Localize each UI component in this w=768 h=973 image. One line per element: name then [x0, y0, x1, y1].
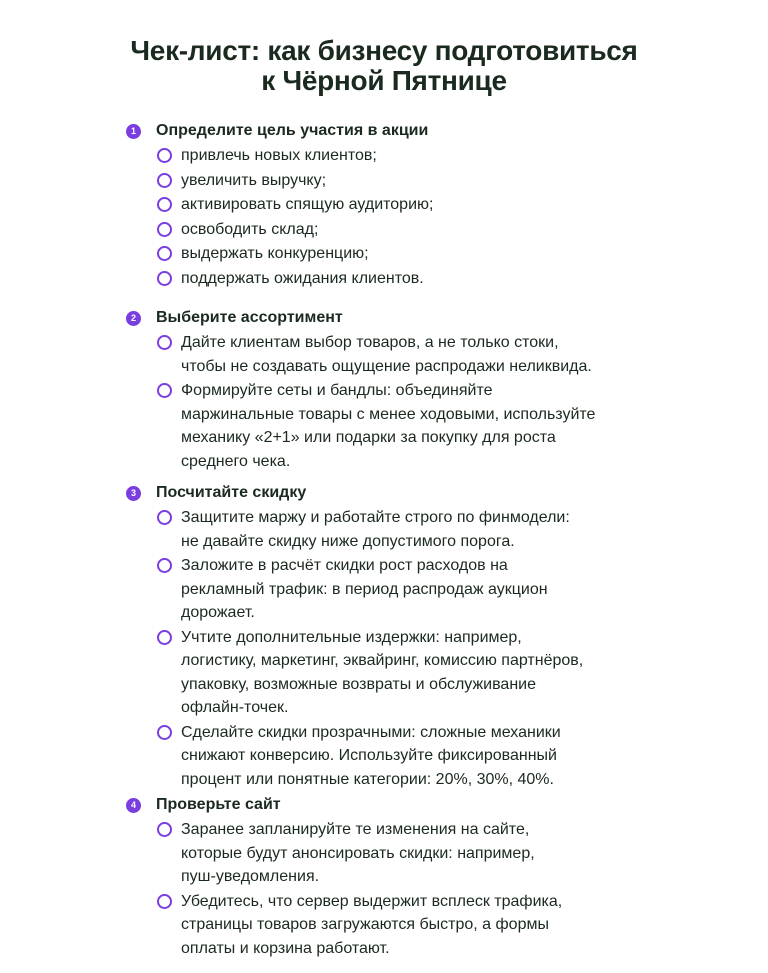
checklist-item-text: упаковку, возможные возвраты и обслуживание — [181, 675, 536, 693]
checkbox-circle-icon[interactable] — [157, 510, 172, 525]
section-number-badge: 2 — [126, 311, 141, 326]
checklist-item-text: увеличить выручку; — [181, 171, 327, 189]
checklist-item — [126, 331, 686, 378]
checklist-item-text: Сделайте скидки прозрачными: сложные механики — [181, 723, 561, 741]
checklist-item-text: Убедитесь, что сервер выдержит всплеск трафика, — [181, 892, 563, 910]
checklist-item-text: Защитите маржу и работайте строго по финмодели: — [181, 509, 570, 526]
checklist-item-text: процент или понятные категории: 20%, 30%, 40%. — [181, 770, 554, 788]
checklist-item — [126, 144, 686, 168]
checklist-items — [126, 506, 686, 791]
checklist-items — [126, 144, 686, 290]
checkbox-circle-icon[interactable] — [157, 335, 172, 350]
checklist-section-3 — [126, 481, 686, 791]
section-title: Проверьте сайт — [156, 796, 281, 813]
checklist-item-text: освободить склад; — [181, 220, 319, 238]
checklist-item — [126, 267, 686, 291]
checklist-item — [126, 218, 686, 242]
checklist-item-text: механику «2+1» или подарки за покупку для роста — [181, 429, 556, 446]
checklist-item-text: которые будут анонсировать скидки: например, — [181, 844, 535, 862]
checklist-item — [126, 193, 686, 217]
checklist-section-4 — [126, 793, 686, 960]
checklist-item — [126, 242, 686, 266]
checklist-item-text: Формируйте сеты и бандлы: объединяйте — [181, 382, 493, 399]
checkbox-circle-icon[interactable] — [157, 725, 172, 740]
checklist-item-text: маржинальные товары с менее ходовыми, используйте — [181, 405, 596, 423]
checkbox-circle-icon[interactable] — [157, 383, 172, 398]
checklist-item-text: офлайн-точек. — [181, 699, 289, 716]
checkbox-circle-icon[interactable] — [157, 173, 172, 188]
checklist-item-text: пуш-уведомления. — [181, 868, 320, 885]
checklist-section-2 — [126, 306, 686, 473]
checklist-item-text: чтобы не создавать ощущение распродажи неликвида. — [181, 357, 592, 375]
checklist-item-text: страницы товаров загружаются быстро, а формы — [181, 916, 549, 933]
checklist-items — [126, 331, 686, 473]
checklist-item-text: снижают конверсию. Используйте фиксированный — [181, 747, 557, 764]
checklist-item — [126, 506, 686, 553]
checklist-item-text: логистику, маркетинг, эквайринг, комиссию партнёров, — [181, 652, 584, 669]
checklist-item — [126, 721, 686, 792]
checklist-item-text: не давайте скидку ниже допустимого порога. — [181, 532, 515, 550]
checklist-item — [126, 890, 686, 961]
checklist-item-text: выдержать конкуренцию; — [181, 245, 369, 262]
checklist-items — [126, 818, 686, 960]
checklist-item-text: дорожает. — [181, 604, 255, 621]
checkbox-circle-icon[interactable] — [157, 630, 172, 645]
section-number-badge: 1 — [126, 124, 141, 139]
checklist-item — [126, 554, 686, 625]
checklist-item — [126, 169, 686, 193]
checkbox-circle-icon[interactable] — [157, 246, 172, 261]
checkbox-circle-icon[interactable] — [157, 558, 172, 573]
section-title: Определите цель участия в акции — [156, 122, 429, 139]
page-title — [0, 36, 768, 96]
checklist-item-text: Заложите в расчёт скидки рост расходов на — [181, 557, 508, 574]
section-title: Посчитайте скидку — [156, 484, 307, 501]
checklist-item-text: Заранее запланируйте те изменения на сайте, — [181, 821, 530, 838]
checkbox-circle-icon[interactable] — [157, 271, 172, 286]
section-title: Выберите ассортимент — [156, 309, 343, 326]
checkbox-circle-icon[interactable] — [157, 894, 172, 909]
checklist-item-text: оплаты и корзина работают. — [181, 939, 390, 957]
checklist-item-text: привлечь новых клиентов; — [181, 147, 377, 164]
section-header — [126, 793, 686, 817]
section-header — [126, 306, 686, 330]
checklist-item-text: среднего чека. — [181, 452, 291, 470]
page-title-line-2: к Чёрной Пятнице — [261, 65, 507, 96]
section-header — [126, 481, 686, 505]
page-title-line-1: Чек-лист: как бизнесу подготовиться — [130, 35, 638, 66]
checkbox-circle-icon[interactable] — [157, 148, 172, 163]
checklist-item — [126, 379, 686, 473]
checkbox-circle-icon[interactable] — [157, 222, 172, 237]
checkbox-circle-icon[interactable] — [157, 197, 172, 212]
checklist-item-text: Учтите дополнительные издержки: например, — [181, 628, 522, 646]
checklist-item-text: Дайте клиентам выбор товаров, а не только стоки, — [181, 334, 559, 351]
checklist-item-text: поддержать ожидания клиентов. — [181, 269, 424, 287]
checklist-section-1 — [126, 119, 686, 290]
checkbox-circle-icon[interactable] — [157, 822, 172, 837]
checklist-item — [126, 626, 686, 720]
checklist-item-text: рекламный трафик: в период распродаж аукцион — [181, 580, 548, 598]
section-header — [126, 119, 686, 143]
section-number-badge: 4 — [126, 798, 141, 813]
checklist-item — [126, 818, 686, 889]
checklist-item-text: активировать спящую аудиторию; — [181, 196, 434, 213]
section-number-badge: 3 — [126, 486, 141, 501]
